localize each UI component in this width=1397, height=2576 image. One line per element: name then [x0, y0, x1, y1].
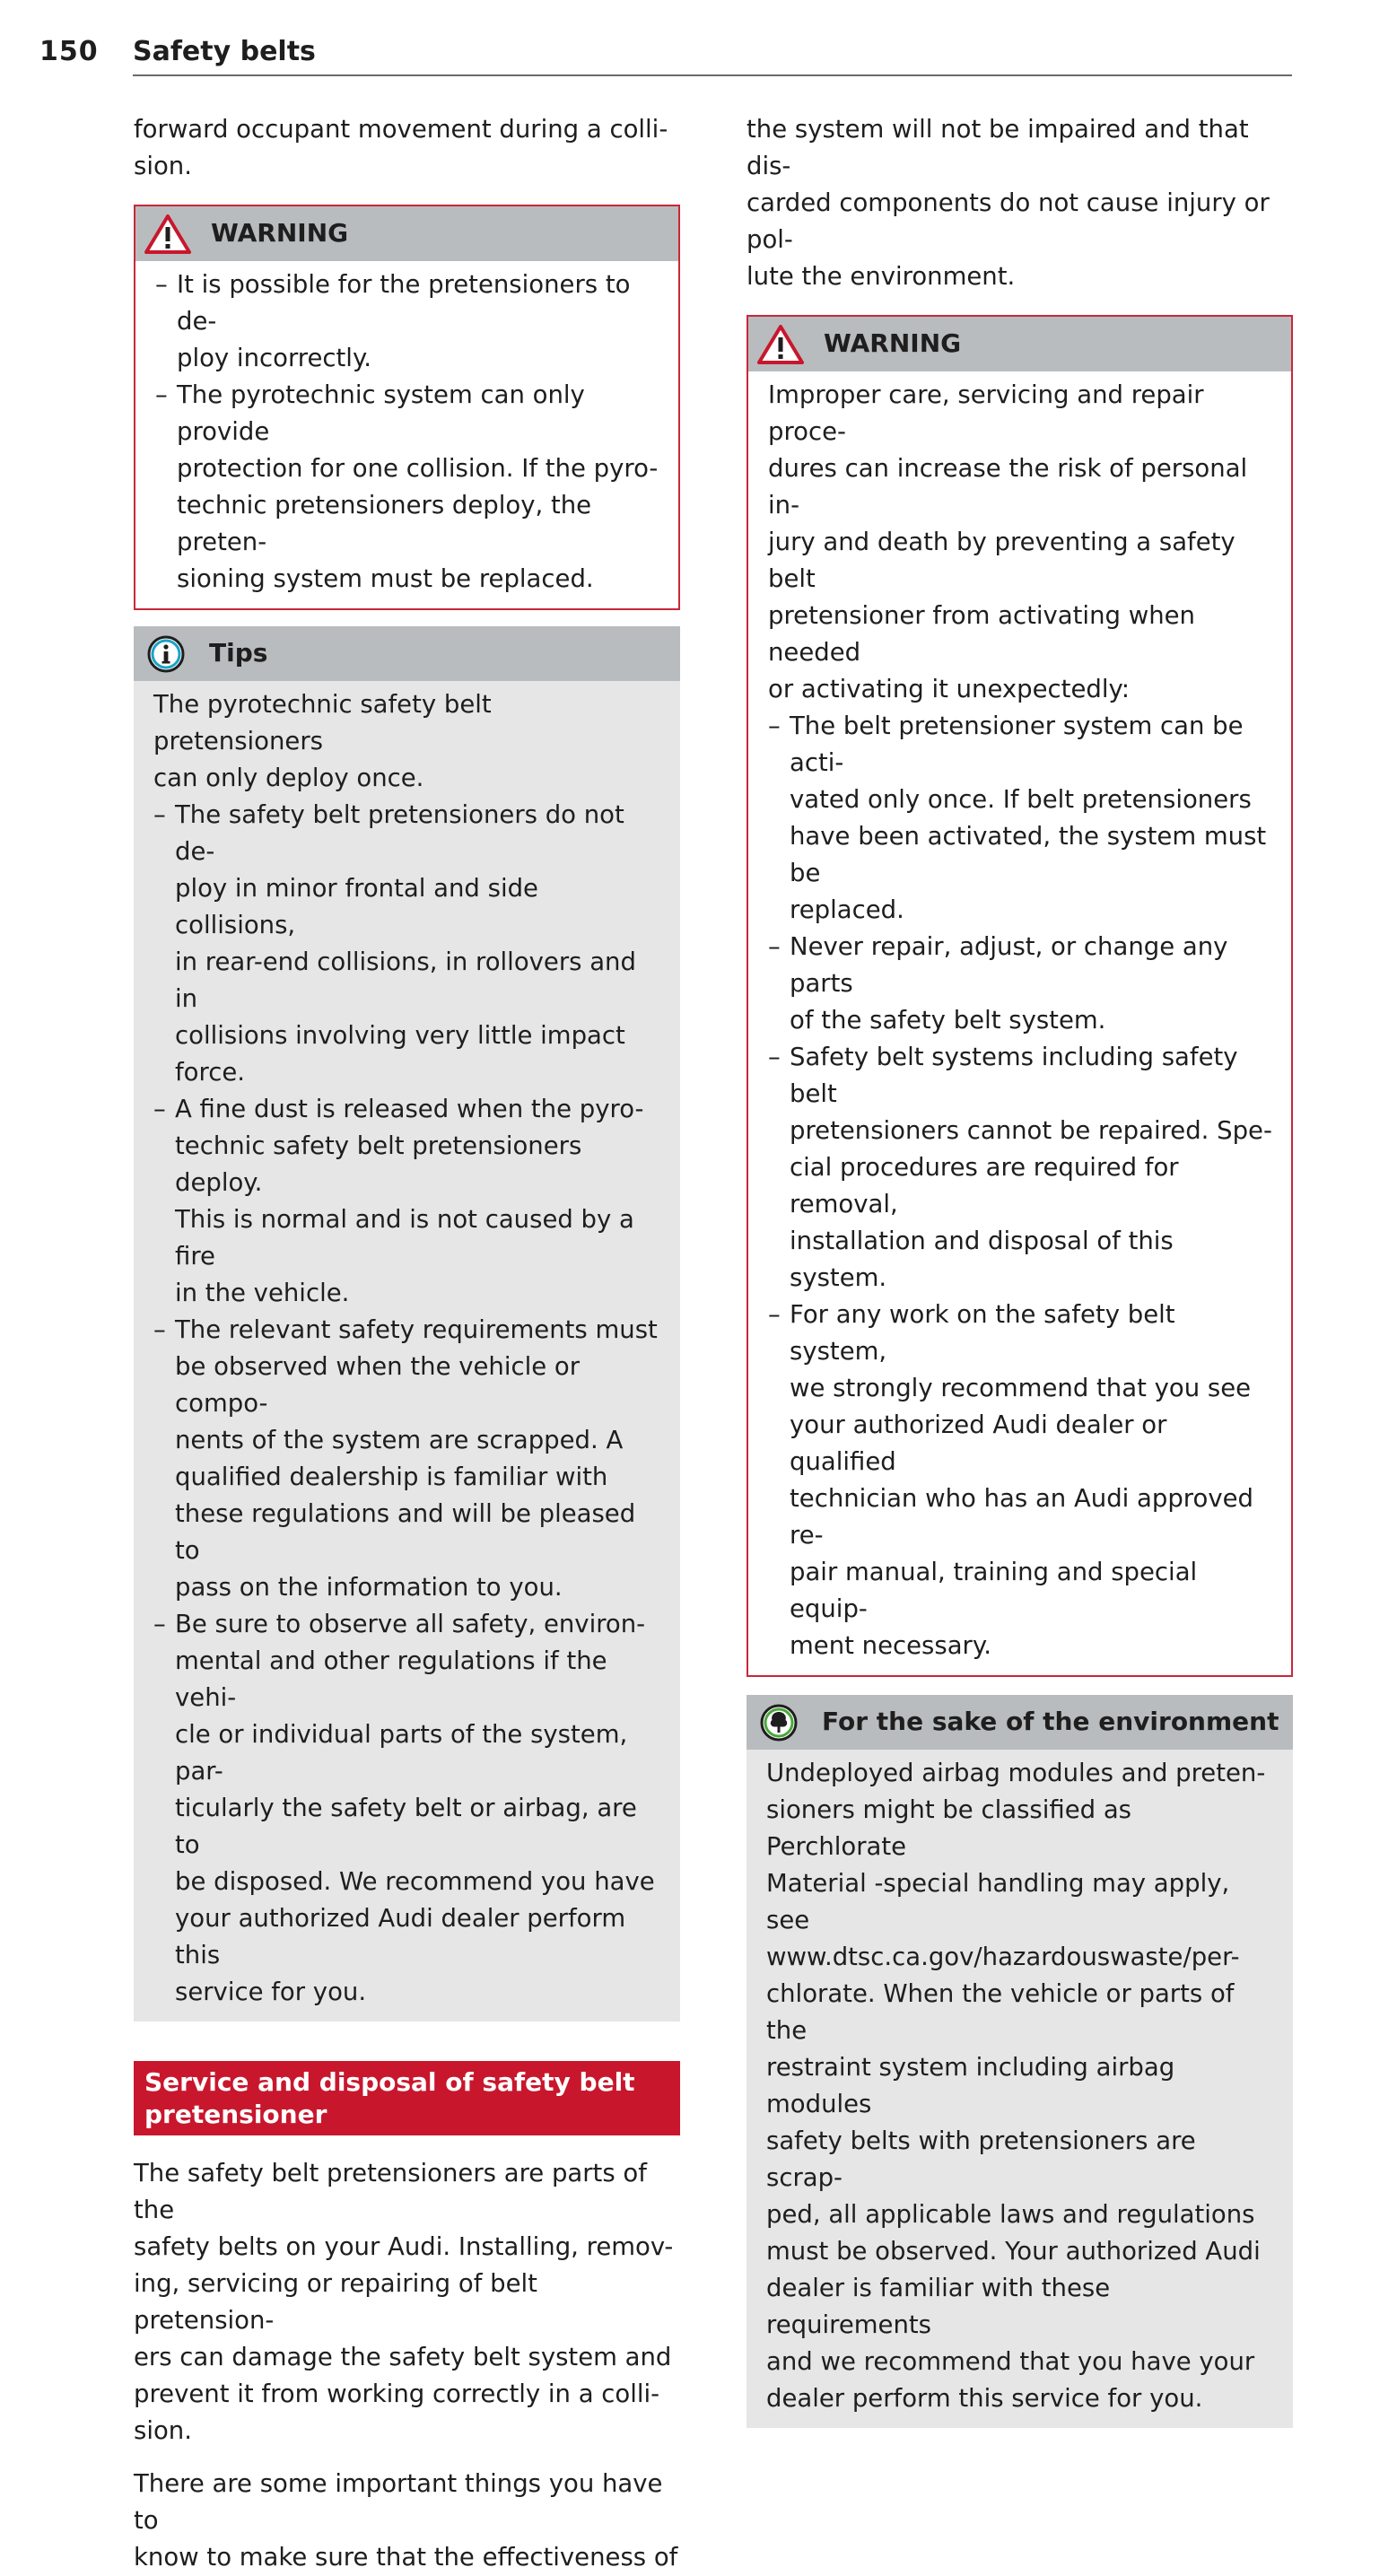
list-item: – For any work on the safety belt system, we strongly recommend that you see your authorized Audi dealer or qualified technician who has an Audi approved re- pair manual, training and special equip- ment necessary.	[768, 1300, 1253, 1660]
warning-label: WARNING	[824, 328, 962, 358]
list-item: – Safety belt systems including safety belt pretensioners cannot be repaired. Spe- cial procedures are required for removal, installation and disposal of this system.	[768, 1043, 1272, 1292]
warning-body	[135, 261, 678, 608]
continued-paragraph: forward occupant movement during a colli- sion.	[134, 115, 668, 180]
tips-box	[134, 626, 680, 2022]
list-item: – The relevant safety requirements must be observed when the vehicle or compo- nents of the system are scrapped. A qualified dealership is familiar with these regulations and will be pleased to pass on the information to you.	[153, 1315, 658, 1602]
list-item: – Never repair, adjust, or change any parts of the safety belt system.	[768, 932, 1228, 1035]
right-column	[747, 111, 1293, 2428]
info-circle-icon	[143, 633, 189, 675]
tips-body	[134, 681, 680, 2022]
body-paragraph: The safety belt pretensioners are parts of the safety belts on your Audi. Installing, remov- ing, servicing or repairing of belt pretension- ers can damage the safety belt system and prevent it from working correctly in a colli- sion.	[134, 2159, 674, 2445]
tips-intro: The pyrotechnic safety belt pretensioners can only deploy once.	[153, 690, 492, 792]
environment-box	[747, 1695, 1293, 2428]
warning-intro: Improper care, servicing and repair proce- dures can increase the risk of personal in- jury and death by preventing a safety belt pretensioner from activating when needed or activating it unexpectedly:	[768, 380, 1248, 703]
warning-triangle-icon	[144, 214, 191, 255]
tips-label: Tips	[209, 638, 268, 668]
warning-label: WARNING	[211, 218, 349, 248]
warning-triangle-icon	[757, 324, 804, 365]
warning-box	[134, 205, 680, 610]
list-item: – The belt pretensioner system can be acti- vated only once. If belt pretensioners have been activated, the system must be replaced.	[768, 712, 1267, 924]
page-number: 150	[39, 36, 99, 67]
body-paragraph: There are some important things you have to know to make sure that the effectiveness of	[134, 2469, 678, 2572]
warning-box	[747, 315, 1293, 1677]
tree-icon	[755, 1702, 802, 1743]
warning-body	[748, 371, 1291, 1675]
header-rule	[133, 74, 1292, 76]
left-column	[134, 111, 680, 2576]
continued-paragraph: the system will not be impaired and that dis- carded components do not cause injury or pol- lute the environment.	[747, 115, 1270, 291]
environment-body	[747, 1750, 1293, 2428]
section-heading: Service and disposal of safety belt pretensioner	[134, 2061, 680, 2135]
list-item: – Be sure to observe all safety, environ- mental and other regulations if the vehi- cle or individual parts of the system, par- ticularly the safety belt or airbag, are to be disposed. We recommend you have your authorized Audi dealer perform this service for you.	[153, 1610, 655, 2006]
page-header	[39, 36, 1292, 77]
environment-text: Undeployed airbag modules and preten- sioners might be classified as Perchlorate Material -special handling may apply, see www.dtsc.ca.gov/hazardouswaste/per- chlorate. When the vehicle or parts of the restraint system including airbag modules safety belts with pretensioners are scrap- ped, all applicable laws and regulations must be observed. Your authorized Audi dealer is familiar with these requirements and we recommend that you have your dealer perform this service for you.	[766, 1759, 1266, 2413]
environment-header	[747, 1695, 1293, 1750]
list-item: – The pyrotechnic system can only provide protection for one collision. If the pyro- technic pretensioners deploy, the preten- sioning system must be replaced.	[155, 380, 659, 593]
environment-label: For the sake of the environment	[822, 1707, 1279, 1736]
warning-header	[135, 206, 678, 261]
tips-header	[134, 626, 680, 681]
warning-header	[748, 317, 1291, 371]
section-title: Safety belts	[133, 36, 316, 67]
list-item: – A fine dust is released when the pyro- technic safety belt pretensioners deploy. This is normal and is not caused by a fire in the vehicle.	[153, 1095, 644, 1307]
list-item: – It is possible for the pretensioners to de- ploy incorrectly.	[155, 270, 631, 372]
list-item: – The safety belt pretensioners do not de- ploy in minor frontal and side collisions, in rear-end collisions, in rollovers and in collisions involving very little impact force.	[153, 800, 636, 1087]
